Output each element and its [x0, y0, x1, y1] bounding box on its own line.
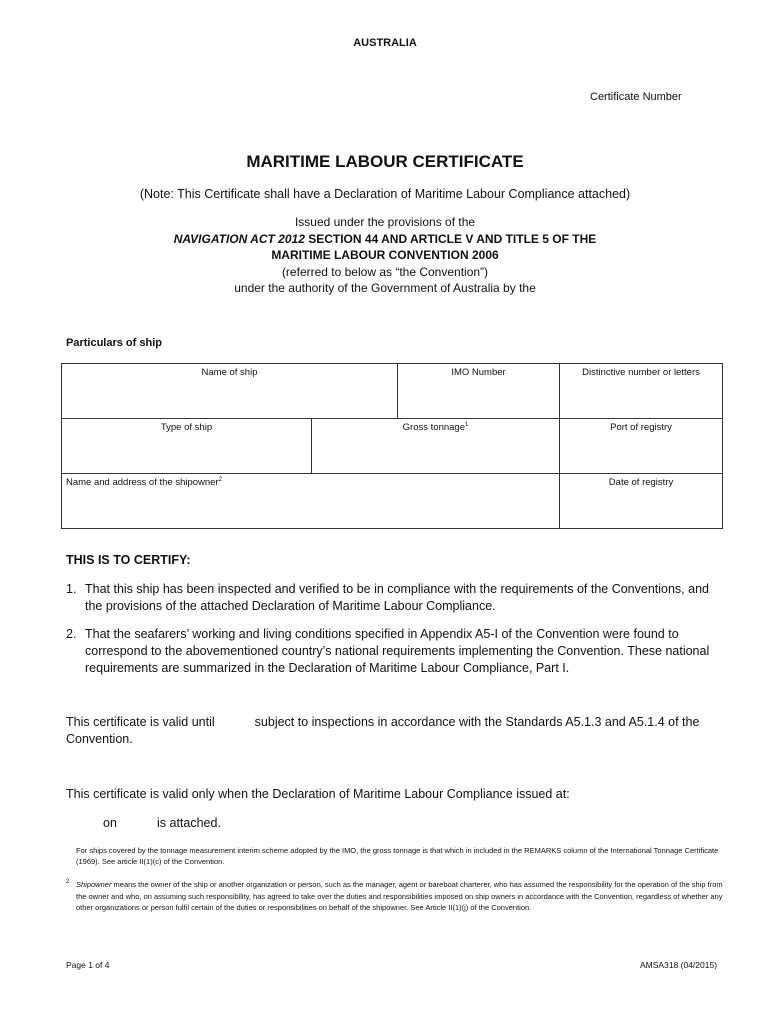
page-title: MARITIME LABOUR CERTIFICATE [246, 152, 524, 171]
table-row [62, 364, 723, 419]
gross-tonnage-cell[interactable] [312, 419, 560, 474]
footnote-2-marker: 2 [66, 879, 70, 885]
page-number: Page 1 of 4 [66, 960, 110, 970]
date-of-registry-cell[interactable] [560, 474, 723, 529]
act-section: SECTION 44 AND ARTICLE V AND TITLE 5 OF THE [308, 231, 597, 246]
issued-line-5: under the authority of the Government of Australia by the [234, 281, 536, 295]
certificate-number-label: Certificate Number [590, 91, 682, 103]
date-of-registry-label: Date of registry [608, 477, 674, 488]
ship-particulars-table [61, 363, 723, 529]
valid-until-subject: subject to inspections in accordance with the Standards A5.1.3 and A5.1.4 of the Convention. [66, 715, 700, 746]
on-label: on [103, 816, 117, 830]
country-heading: AUSTRALIA [353, 37, 417, 49]
issued-line-3: MARITIME LABOUR CONVENTION 2006 [271, 248, 499, 262]
form-code: AMSA318 (04/2015) [640, 960, 718, 970]
shipowner-cell[interactable] [62, 474, 560, 529]
table-row [62, 419, 723, 474]
valid-only-paragraph: This certificate is valid only when the Declaration of Maritime Labour Compliance issued at: [66, 787, 570, 801]
imo-number-label: IMO Number [451, 367, 506, 378]
attached-label: is attached. [157, 816, 221, 830]
shipowner-label: Name and address of the shipowner [66, 477, 219, 489]
item-number: 2. [66, 627, 77, 641]
issued-line-1: Issued under the provisions of the [294, 215, 476, 229]
port-of-registry-label: Port of registry [610, 422, 672, 433]
item-text: That this ship has been inspected and verified to be in compliance with the requirements of the Conventions, and the provisions of the attached Declaration of Maritime Labour Compliance. [85, 582, 709, 613]
name-of-ship-cell[interactable] [62, 364, 398, 419]
valid-until-paragraph [66, 714, 726, 748]
particulars-heading: Particulars of ship [66, 337, 162, 349]
issued-under-block [0, 214, 770, 297]
certify-item-2 [66, 626, 726, 677]
item-number: 1. [66, 582, 77, 596]
issued-line-4: (referred to below as “the Convention”) [281, 264, 489, 279]
footnote-ref-2: 2 [218, 477, 222, 483]
footnote-2-text: means the owner of the ship or another organization or person, such as the manager, agent or bareboat charterer, who has assumed the responsibility for the operation of the ship from the owner and who, on assuming such responsibility, has agreed to take over the duties and responsibilities imposed on ship owners in accordance with the Convention, regardless of whether any other organizations or person fulfil certain of the duties or responsibilities on behalf of the shipowner. See Article II(1)(j) of the Convention. [76, 880, 723, 912]
footnote-2 [76, 879, 726, 914]
item-text: That the seafarers’ working and living conditions specified in Appendix A5-I of the Convention were found to correspond to the abovementioned country’s national requirements implementing the Convention. These national requirements are summarized in the Declaration of Maritime Labour Compliance, Part I. [85, 627, 710, 675]
distinctive-cell[interactable] [560, 364, 723, 419]
table-row [62, 474, 723, 529]
issued-line-2 [0, 231, 770, 248]
name-of-ship-label: Name of ship [201, 367, 258, 378]
certify-item-1 [66, 581, 726, 615]
shipowner-term: Shipowner [76, 880, 112, 889]
footnote-1: For ships covered by the tonnage measurement interim scheme adopted by the IMO, the gross tonnage is that which in included in the REMARKS column of the International Tonnage Certificate (1969). See article II(1)(c) of the Convention. [76, 846, 719, 866]
gross-tonnage-label: Gross tonnage [402, 422, 465, 434]
footnote-ref-1: 1 [465, 422, 469, 428]
valid-until-label: This certificate is valid until [66, 715, 215, 729]
port-of-registry-cell[interactable] [560, 419, 723, 474]
type-of-ship-cell[interactable] [62, 419, 312, 474]
certify-heading: THIS IS TO CERTIFY: [66, 553, 191, 567]
imo-number-cell[interactable] [398, 364, 560, 419]
type-of-ship-label: Type of ship [160, 422, 213, 433]
act-name: NAVIGATION ACT 2012 [173, 231, 305, 246]
attachment-note: (Note: This Certificate shall have a Declaration of Maritime Labour Compliance attached) [139, 187, 631, 201]
distinctive-label: Distinctive number or letters [582, 367, 700, 378]
